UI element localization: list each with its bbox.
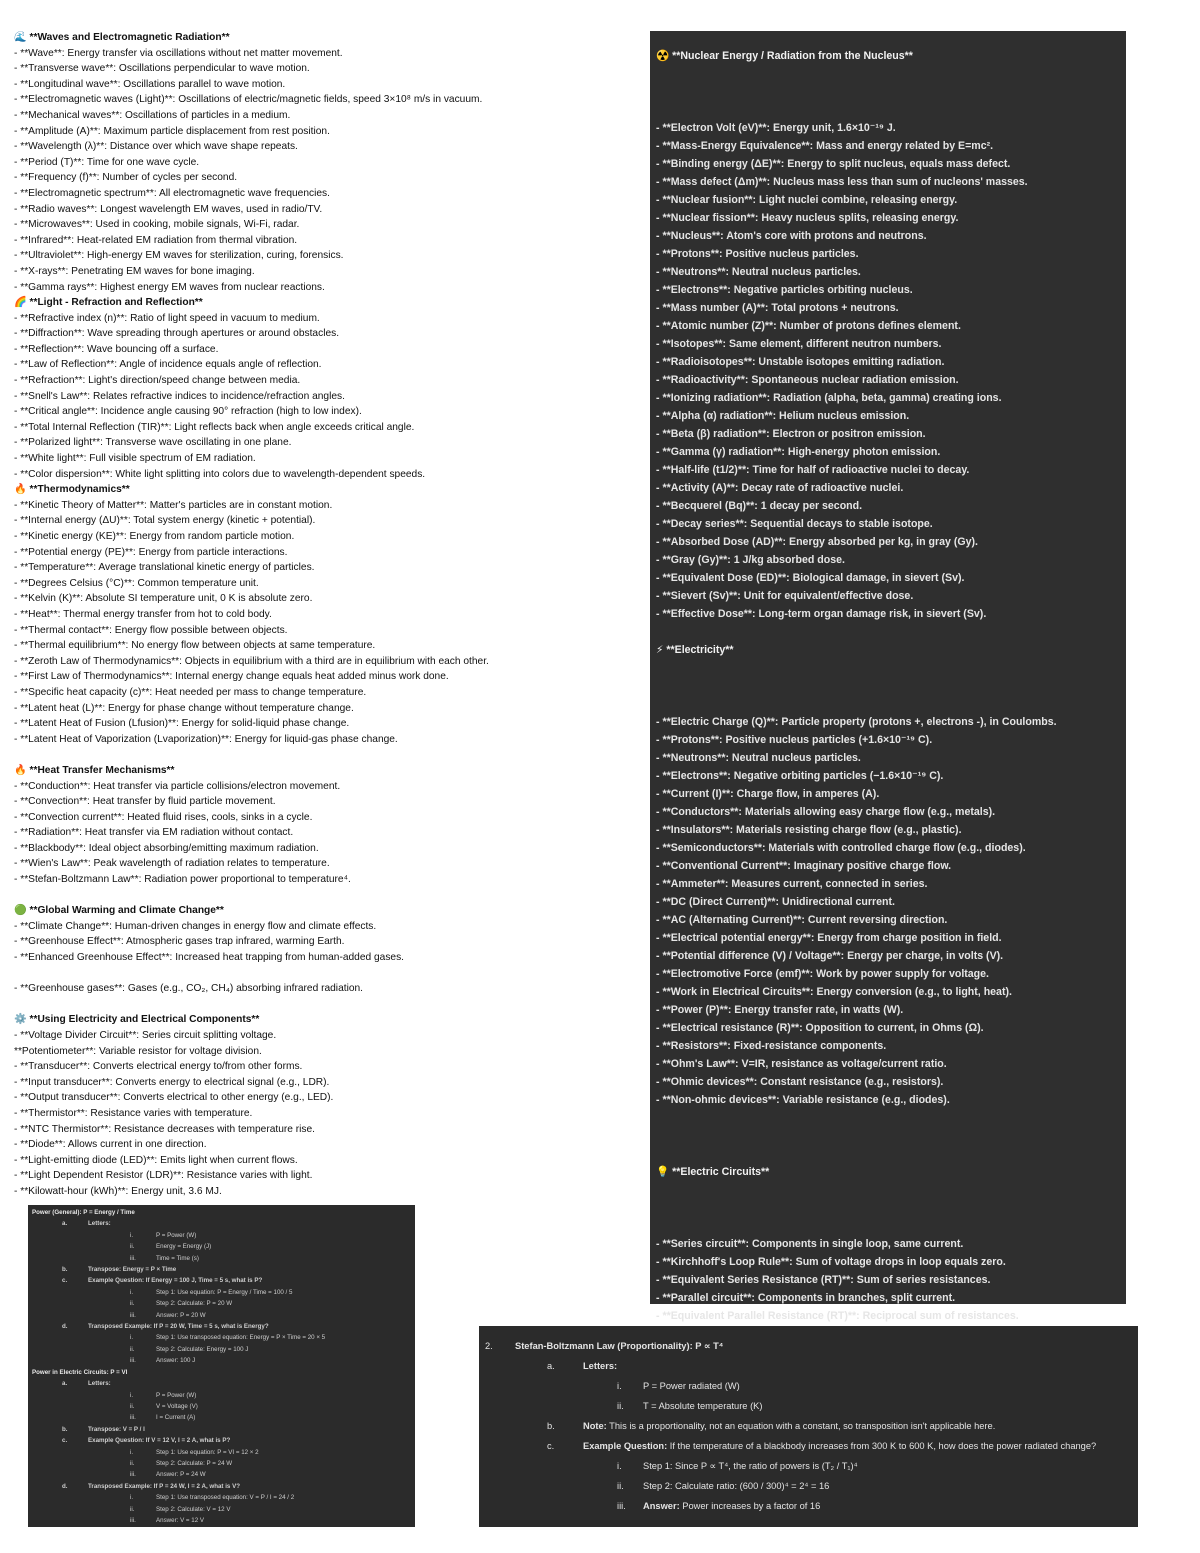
formula-line xyxy=(32,1253,411,1264)
definition-line: - **Light-emitting diode (LED)**: Emits light when current flows. xyxy=(14,1154,298,1166)
list-marker: ii. xyxy=(130,1345,135,1353)
list-marker: iii. xyxy=(130,1357,136,1365)
definition-line: - **Degrees Celsius (°C)**: Common temperature unit. xyxy=(14,577,259,589)
formula-line xyxy=(32,1332,411,1343)
definition-line: - **Input transducer**: Converts energy to electrical signal (e.g., LDR). xyxy=(14,1076,330,1088)
formula-text: Step 2: Calculate: P = 20 W xyxy=(156,1300,233,1308)
list-marker: i. xyxy=(130,1231,134,1239)
formula-text: Transpose: V = P / I xyxy=(88,1425,145,1433)
formula-line xyxy=(32,1321,411,1332)
definition-line: - **Ohm's Law**: V=IR, resistance as voltage/current ratio. xyxy=(656,1058,947,1070)
list-marker: c. xyxy=(547,1441,555,1451)
formula-line xyxy=(485,1396,1132,1416)
definition-line: - **Equivalent Dose (ED)**: Biological damage, in sievert (Sv). xyxy=(656,572,965,584)
formula-line xyxy=(485,1456,1132,1476)
section-heading: ⚙️ **Using Electricity and Electrical Components** xyxy=(14,1014,260,1026)
formula-line xyxy=(485,1436,1132,1456)
definition-line: - **Wien's Law**: Peak wavelength of radiation relates to temperature. xyxy=(14,858,330,870)
definition-line: - **Kelvin (K)**: Absolute SI temperature unit, 0 K is absolute zero. xyxy=(14,593,313,605)
definition-line: - **Alpha (α) radiation**: Helium nucleus emission. xyxy=(656,410,910,422)
formula-label: Letters: xyxy=(583,1361,618,1371)
definition-line: - **Electric Charge (Q)**: Particle property (protons +, electrons -), in Coulombs. xyxy=(656,716,1057,728)
formula-line xyxy=(32,1344,411,1355)
formula-line xyxy=(32,1492,411,1503)
formula-line xyxy=(485,1416,1132,1436)
list-marker: i. xyxy=(130,1391,134,1399)
definition-line: - **Radioisotopes**: Unstable isotopes emitting radiation. xyxy=(656,356,945,368)
definition-line: - **Parallel circuit**: Components in branches, split current. xyxy=(656,1292,956,1304)
definition-line: - **Protons**: Positive nucleus particles. xyxy=(656,248,859,260)
definition-line: - **Nucleus**: Atom's core with protons and neutrons. xyxy=(656,230,927,242)
section-heading: ⚡ **Electricity** xyxy=(656,644,734,656)
definition-line: - **Kinetic Theory of Matter**: Matter's particles are in constant motion. xyxy=(14,499,333,511)
formula-line xyxy=(485,1336,1132,1356)
list-marker: ii. xyxy=(617,1481,624,1491)
definition-line: - **Neutrons**: Neutral nucleus particles. xyxy=(656,266,861,278)
formula-text: V = Voltage (V) xyxy=(156,1402,198,1410)
definition-line: - **Greenhouse gases**: Gases (e.g., CO₂, CH₄) absorbing infrared radiation. xyxy=(14,983,363,995)
formula-line xyxy=(32,1504,411,1515)
power-formula-content xyxy=(32,1207,411,1526)
nuclear-electricity-panel xyxy=(650,31,1126,1322)
definition-line: - **Gray (Gy)**: 1 J/kg absorbed dose. xyxy=(656,554,845,566)
list-marker: iii. xyxy=(130,1254,136,1262)
formula-line xyxy=(32,1481,411,1492)
formula-text: This is a proportionality, not an equation with a constant, so transposition isn't applicable here. xyxy=(606,1421,996,1431)
definition-line: - **Reflection**: Wave bouncing off a surface. xyxy=(14,343,219,355)
definition-line: - **Equivalent Series Resistance (RT)**: Sum of series resistances. xyxy=(656,1274,991,1286)
formula-text: T = Absolute temperature (K) xyxy=(643,1401,763,1411)
formula-line xyxy=(32,1515,411,1526)
definition-line: - **Ionizing radiation**: Radiation (alpha, beta, gamma) creating ions. xyxy=(656,392,1002,404)
definition-line: - **Climate Change**: Human-driven changes in energy flow and climate effects. xyxy=(14,920,377,932)
list-marker: b. xyxy=(547,1421,555,1431)
formula-text: Answer: 100 J xyxy=(156,1357,196,1365)
definition-line: - **Current (I)**: Charge flow, in amperes (A). xyxy=(656,788,880,800)
definition-line: - **NTC Thermistor**: Resistance decreases with temperature rise. xyxy=(14,1123,316,1135)
formula-line xyxy=(32,1390,411,1401)
definition-line: - **Period (T)**: Time for one wave cycle. xyxy=(14,156,200,168)
definition-line: - **Refraction**: Light's direction/speed change between media. xyxy=(14,375,301,387)
definition-line: - **Internal energy (ΔU)**: Total system energy (kinetic + potential). xyxy=(14,515,316,527)
formula-line xyxy=(485,1476,1132,1496)
definition-line: - **Resistors**: Fixed-resistance components. xyxy=(656,1040,887,1052)
section-heading: 🌈 **Light - Refraction and Reflection** xyxy=(14,297,203,309)
list-marker: ii. xyxy=(130,1459,135,1467)
definition-line: - **Radiation**: Heat transfer via EM radiation without contact. xyxy=(14,827,294,839)
list-marker: iii. xyxy=(617,1501,626,1511)
definition-line: - **Decay series**: Sequential decays to stable isotope. xyxy=(656,518,933,530)
section-heading: 🔥 **Thermodynamics** xyxy=(14,484,130,496)
formula-text: Time = Time (s) xyxy=(156,1254,199,1262)
formula-text: Answer: P = 20 W xyxy=(156,1311,206,1319)
list-marker: a. xyxy=(62,1380,68,1388)
definition-line: - **Mass number (A)**: Total protons + neutrons. xyxy=(656,302,899,314)
spacer xyxy=(14,888,639,904)
formula-text: P = Power radiated (W) xyxy=(643,1381,740,1391)
formula-text: Letters: xyxy=(88,1220,111,1228)
definition-line: - **Critical angle**: Incidence angle causing 90° refraction (high to low index). xyxy=(14,406,362,418)
formula-label: Stefan-Boltzmann Law (Proportionality): P ∝ T⁴ xyxy=(515,1341,724,1351)
formula-line xyxy=(32,1218,411,1229)
definition-line: - **Series circuit**: Components in single loop, same current. xyxy=(656,1238,964,1250)
definition-line: - **Becquerel (Bq)**: 1 decay per second. xyxy=(656,500,863,512)
formula-text: P = Power (W) xyxy=(156,1231,197,1239)
formula-text: Step 1: Use transposed equation: V = P / I = 24 / 2 xyxy=(156,1494,295,1502)
definition-line: - **Potential energy (PE)**: Energy from particle interactions. xyxy=(14,546,288,558)
list-marker: a. xyxy=(62,1220,68,1228)
formula-text: Answer: P = 24 W xyxy=(156,1471,206,1479)
definition-line: - **Electrical resistance (R)**: Opposition to current, in Ohms (Ω). xyxy=(656,1022,984,1034)
list-marker: i. xyxy=(130,1334,134,1342)
formula-line xyxy=(32,1401,411,1412)
definition-line: - **Electromagnetic waves (Light)**: Oscillations of electric/magnetic fields, speed 3×10⁸ m/s in vacuum. xyxy=(14,94,483,106)
definition-line: - **Wave**: Energy transfer via oscillations without net matter movement. xyxy=(14,47,343,59)
formula-line xyxy=(485,1376,1132,1396)
formula-line xyxy=(32,1241,411,1252)
section-heading: 💡 **Electric Circuits** xyxy=(656,1166,770,1178)
definition-line: - **Radio waves**: Longest wavelength EM waves, used in radio/TV. xyxy=(14,203,323,215)
formula-line xyxy=(32,1310,411,1321)
list-marker: ii. xyxy=(130,1505,135,1513)
formula-text: Step 2: Calculate: P = 24 W xyxy=(156,1459,233,1467)
definition-line: - **Temperature**: Average translational kinetic energy of particles. xyxy=(14,562,315,574)
definition-line: - **Mass defect (Δm)**: Nucleus mass less than sum of nucleons' masses. xyxy=(656,176,1028,188)
definition-line: - **DC (Direct Current)**: Unidirectional current. xyxy=(656,896,895,908)
definition-line: - **Total Internal Reflection (TIR)**: Light reflects back when angle exceeds critical angle. xyxy=(14,421,415,433)
definition-line: - **Conductors**: Materials allowing easy charge flow (e.g., metals). xyxy=(656,806,996,818)
formula-line xyxy=(32,1447,411,1458)
definition-line: **Potentiometer**: Variable resistor for voltage division. xyxy=(14,1045,262,1057)
formula-text: Example Question: If V = 12 V, I = 2 A, what is P? xyxy=(88,1437,231,1445)
formula-text: Transpose: Energy = P × Time xyxy=(88,1266,177,1274)
formula-line xyxy=(32,1355,411,1366)
definition-line: - **Isotopes**: Same element, different neutron numbers. xyxy=(656,338,942,350)
definition-line: - **Thermistor**: Resistance varies with temperature. xyxy=(14,1107,253,1119)
list-marker: i. xyxy=(617,1381,622,1391)
spacer xyxy=(656,1181,1120,1235)
nuclear-electricity-content xyxy=(656,47,1120,1325)
definition-line: - **Neutrons**: Neutral nucleus particles. xyxy=(656,752,861,764)
formula-line xyxy=(32,1435,411,1446)
definition-line: - **Latent Heat of Vaporization (Lvaporization)**: Energy for liquid-gas phase change. xyxy=(14,733,398,745)
list-marker: d. xyxy=(62,1482,68,1490)
formula-line xyxy=(32,1230,411,1241)
definition-line: - **Convection current**: Heated fluid rises, cools, sinks in a cycle. xyxy=(14,811,313,823)
left-notes-column xyxy=(14,30,639,1200)
formula-text: Step 1: Use equation: P = Energy / Time = 100 / 5 xyxy=(156,1288,293,1296)
list-marker: ii. xyxy=(617,1401,624,1411)
formula-line xyxy=(32,1367,411,1378)
list-marker: ii. xyxy=(130,1402,135,1410)
definition-line: - **Microwaves**: Used in cooking, mobile signals, Wi-Fi, radar. xyxy=(14,219,300,231)
definition-line: - **Enhanced Greenhouse Effect**: Increased heat trapping from human-added gases. xyxy=(14,952,405,964)
formula-text: Step 2: Calculate: Energy = 100 J xyxy=(156,1345,249,1353)
formula-text: Step 1: Use transposed equation: Energy = P × Time = 20 × 5 xyxy=(156,1334,326,1342)
stefan-boltzmann-panel xyxy=(479,1326,1138,1527)
formula-text: Step 2: Calculate: V = 12 V xyxy=(156,1505,231,1513)
section-heading: 🟢 **Global Warming and Climate Change** xyxy=(14,905,224,917)
list-marker: ii. xyxy=(130,1300,135,1308)
spacer xyxy=(656,623,1120,641)
list-marker: b. xyxy=(62,1266,68,1274)
definition-line: - **Electromotive Force (emf)**: Work by power supply for voltage. xyxy=(656,968,989,980)
definition-line: - **Thermal contact**: Energy flow possible between objects. xyxy=(14,624,288,636)
formula-text: Step 1: Use equation: P = VI = 12 × 2 xyxy=(156,1448,259,1456)
definition-line: - **Non-ohmic devices**: Variable resistance (e.g., diodes). xyxy=(656,1094,950,1106)
definition-line: - **Blackbody**: Ideal object absorbing/emitting maximum radiation. xyxy=(14,842,319,854)
formula-text: Power increases by a factor of 16 xyxy=(679,1501,821,1511)
formula-line xyxy=(32,1275,411,1286)
section-heading: 🌊 **Waves and Electromagnetic Radiation** xyxy=(14,32,230,43)
definition-line: - **Electrons**: Negative orbiting particles (−1.6×10⁻¹⁹ C). xyxy=(656,770,944,782)
formula-line xyxy=(485,1496,1132,1516)
definition-line: - **Conduction**: Heat transfer via particle collisions/electron movement. xyxy=(14,780,341,792)
list-marker: iii. xyxy=(130,1516,136,1524)
formula-text: I = Current (A) xyxy=(156,1414,196,1422)
definition-line: - **Polarized light**: Transverse wave oscillating in one plane. xyxy=(14,437,292,449)
definition-line: - **Kilowatt-hour (kWh)**: Energy unit, 3.6 MJ. xyxy=(14,1185,222,1197)
definition-line: - **Potential difference (V) / Voltage**: Energy per charge, in volts (V). xyxy=(656,950,1004,962)
definition-line: - **Stefan-Boltzmann Law**: Radiation power proportional to temperature⁴. xyxy=(14,874,351,886)
list-marker: ii. xyxy=(130,1243,135,1251)
formula-text: Transposed Example: If P = 20 W, Time = 5 s, what is Energy? xyxy=(88,1323,269,1331)
formula-label: Note: xyxy=(583,1421,607,1431)
definition-line: - **Diffraction**: Wave spreading through apertures or around obstacles. xyxy=(14,328,340,340)
definition-line: - **Absorbed Dose (AD)**: Energy absorbed per kg, in gray (Gy). xyxy=(656,536,978,548)
definition-line: - **Mechanical waves**: Oscillations of particles in a medium. xyxy=(14,109,291,121)
formula-line xyxy=(32,1298,411,1309)
definition-line: - **Wavelength (λ)**: Distance over which wave shape repeats. xyxy=(14,141,298,153)
list-marker: i. xyxy=(130,1288,134,1296)
definition-line: - **White light**: Full visible spectrum of EM radiation. xyxy=(14,453,256,465)
spacer xyxy=(14,747,639,763)
definition-line: - **Kirchhoff's Loop Rule**: Sum of voltage drops in loop equals zero. xyxy=(656,1256,1006,1268)
formula-text: Power (General): P = Energy / Time xyxy=(32,1209,135,1216)
formula-line xyxy=(32,1458,411,1469)
definition-line: - **Equivalent Parallel Resistance (RT)**: Reciprocal sum of resistances. xyxy=(656,1310,1019,1322)
definition-line: - **Protons**: Positive nucleus particles (+1.6×10⁻¹⁹ C). xyxy=(656,734,933,746)
definition-line: - **Refractive index (n)**: Ratio of light speed in vacuum to medium. xyxy=(14,312,320,324)
formula-label: Example Question: xyxy=(583,1441,668,1451)
definition-line: - **Effective Dose**: Long-term organ damage risk, in sievert (Sv). xyxy=(656,608,987,620)
definition-line: - **Electrons**: Negative particles orbiting nucleus. xyxy=(656,284,913,296)
definition-line: - **Electron Volt (eV)**: Energy unit, 1.6×10⁻¹⁹ J. xyxy=(656,122,896,134)
list-marker: 2. xyxy=(485,1341,493,1351)
definition-line: - **Amplitude (A)**: Maximum particle displacement from rest position. xyxy=(14,125,330,137)
formula-text: Letters: xyxy=(88,1380,111,1388)
definition-line: - **Binding energy (ΔE)**: Energy to split nucleus, equals mass defect. xyxy=(656,158,1011,170)
formula-text: If the temperature of a blackbody increases from 300 K to 600 K, how does the power radiated change? xyxy=(667,1441,1097,1451)
definition-line: - **Insulators**: Materials resisting charge flow (e.g., plastic). xyxy=(656,824,962,836)
formula-line xyxy=(32,1469,411,1480)
formula-text: Step 1: Since P ∝ T⁴, the ratio of powers is (T₂ / T₁)⁴ xyxy=(643,1461,858,1471)
definition-line: - **Thermal equilibrium**: No energy flow between objects at same temperature. xyxy=(14,640,376,652)
definition-line: - **Voltage Divider Circuit**: Series circuit splitting voltage. xyxy=(14,1030,277,1041)
formula-text: Example Question: If Energy = 100 J, Time = 5 s, what is P? xyxy=(88,1277,263,1285)
stefan-boltzmann-content xyxy=(485,1336,1132,1516)
formula-text: Power in Electric Circuits: P = VI xyxy=(32,1368,128,1376)
list-marker: iii. xyxy=(130,1414,136,1422)
formula-line xyxy=(485,1356,1132,1376)
definition-line: - **Convection**: Heat transfer by fluid particle movement. xyxy=(14,796,276,808)
formula-text: P = Power (W) xyxy=(156,1391,197,1399)
definition-line: - **Transverse wave**: Oscillations perpendicular to wave motion. xyxy=(14,63,310,75)
list-marker: i. xyxy=(130,1448,134,1456)
definition-line: - **Radioactivity**: Spontaneous nuclear radiation emission. xyxy=(656,374,959,386)
list-marker: c. xyxy=(62,1437,68,1445)
definition-line: - **Ammeter**: Measures current, connected in series. xyxy=(656,878,928,890)
definition-line: - **Snell's Law**: Relates refractive indices to incidence/refraction angles. xyxy=(14,390,345,402)
definition-line: - **Kinetic energy (KE)**: Energy from random particle motion. xyxy=(14,531,295,542)
list-marker: d. xyxy=(62,1323,68,1331)
formula-text: Step 2: Calculate ratio: (600 / 300)⁴ = 2⁴ = 16 xyxy=(643,1481,830,1491)
definition-line: - **X-rays**: Penetrating EM waves for bone imaging. xyxy=(14,265,255,277)
definition-line: - **Latent Heat of Fusion (Lfusion)**: Energy for solid-liquid phase change. xyxy=(14,718,350,730)
formula-line xyxy=(32,1424,411,1435)
definition-line: - **Diode**: Allows current in one direction. xyxy=(14,1139,207,1151)
definition-line: - **AC (Alternating Current)**: Current reversing direction. xyxy=(656,914,948,926)
spacer xyxy=(656,65,1120,119)
formula-line xyxy=(32,1378,411,1389)
definition-line: - **Zeroth Law of Thermodynamics**: Objects in equilibrium with a third are in equilibrium with each other. xyxy=(14,655,489,667)
list-marker: c. xyxy=(62,1277,68,1285)
spacer xyxy=(14,966,639,982)
definition-line: - **Output transducer**: Converts electrical to other energy (e.g., LED). xyxy=(14,1092,334,1104)
list-marker: i. xyxy=(617,1461,622,1471)
list-marker: iii. xyxy=(130,1471,136,1479)
section-heading: ☢️ **Nuclear Energy / Radiation from the Nucleus** xyxy=(656,50,913,62)
definition-line: - **Greenhouse Effect**: Atmospheric gases trap infrared, warming Earth. xyxy=(14,936,345,948)
definition-line: - **Beta (β) radiation**: Electron or positron emission. xyxy=(656,428,926,440)
spacer xyxy=(14,997,639,1013)
definition-line: - **Electrical potential energy**: Energy from charge position in field. xyxy=(656,932,1002,944)
definition-line: - **Electromagnetic spectrum**: All electromagnetic wave frequencies. xyxy=(14,187,330,199)
formula-line xyxy=(32,1207,411,1218)
definition-line: - **Mass-Energy Equivalence**: Mass and energy related by E=mc². xyxy=(656,140,994,152)
definition-line: - **Transducer**: Converts electrical energy to/from other forms. xyxy=(14,1061,303,1073)
definition-line: - **Law of Reflection**: Angle of incidence equals angle of reflection. xyxy=(14,359,322,371)
section-heading: 🔥 **Heat Transfer Mechanisms** xyxy=(14,764,175,776)
definition-line: - **Gamma rays**: Highest energy EM waves from nuclear reactions. xyxy=(14,281,325,293)
formula-text: Energy = Energy (J) xyxy=(156,1243,212,1251)
definition-line: - **Activity (A)**: Decay rate of radioactive nuclei. xyxy=(656,482,904,494)
definition-line: - **Conventional Current**: Imaginary positive charge flow. xyxy=(656,860,952,872)
formula-text: Transposed Example: If P = 24 W, I = 2 A, what is V? xyxy=(88,1482,240,1490)
list-marker: a. xyxy=(547,1361,555,1371)
definition-line: - **Atomic number (Z)**: Number of protons defines element. xyxy=(656,320,961,332)
spacer xyxy=(656,1109,1120,1163)
definition-line: - **Sievert (Sv)**: Unit for equivalent/effective dose. xyxy=(656,590,914,602)
definition-line: - **Ohmic devices**: Constant resistance (e.g., resistors). xyxy=(656,1076,944,1088)
definition-line: - **Nuclear fusion**: Light nuclei combine, releasing energy. xyxy=(656,194,958,206)
definition-line: - **Power (P)**: Energy transfer rate, in watts (W). xyxy=(656,1004,904,1016)
list-marker: iii. xyxy=(130,1311,136,1319)
formula-text: Answer: V = 12 V xyxy=(156,1516,204,1524)
definition-line: - **Heat**: Thermal energy transfer from hot to cold body. xyxy=(14,608,272,620)
definition-line: - **Latent heat (L)**: Energy for phase change without temperature change. xyxy=(14,702,354,714)
formula-label: Answer: xyxy=(643,1501,680,1511)
list-marker: i. xyxy=(130,1494,134,1502)
definition-line: - **Light Dependent Resistor (LDR)**: Resistance varies with light. xyxy=(14,1170,313,1182)
definition-line: - **Gamma (γ) radiation**: High-energy photon emission. xyxy=(656,446,941,458)
list-marker: b. xyxy=(62,1425,68,1433)
definition-line: - **Infrared**: Heat-related EM radiation from thermal vibration. xyxy=(14,234,298,246)
formula-line xyxy=(32,1287,411,1298)
formula-line xyxy=(32,1412,411,1423)
definition-line: - **Longitudinal wave**: Oscillations parallel to wave motion. xyxy=(14,78,286,90)
power-formula-panel xyxy=(28,1205,415,1527)
definition-line: - **Half-life (t1/2)**: Time for half of radioactive nuclei to decay. xyxy=(656,464,970,476)
formula-line xyxy=(32,1264,411,1275)
definition-line: - **Specific heat capacity (c)**: Heat needed per mass to change temperature. xyxy=(14,686,367,698)
definition-line: - **Work in Electrical Circuits**: Energy conversion (e.g., to light, heat). xyxy=(656,986,1012,998)
definition-line: - **Ultraviolet**: High-energy EM waves for sterilization, curing, forensics. xyxy=(14,250,344,262)
definition-line: - **Frequency (f)**: Number of cycles per second. xyxy=(14,172,238,184)
definition-line: - **First Law of Thermodynamics**: Internal energy change equals heat added minus work done. xyxy=(14,671,449,683)
spacer xyxy=(656,659,1120,713)
definition-line: - **Nuclear fission**: Heavy nucleus splits, releasing energy. xyxy=(656,212,959,224)
definition-line: - **Semiconductors**: Materials with controlled charge flow (e.g., diodes). xyxy=(656,842,1026,854)
definition-line: - **Color dispersion**: White light splitting into colors due to wavelength-dependent speeds. xyxy=(14,468,426,480)
